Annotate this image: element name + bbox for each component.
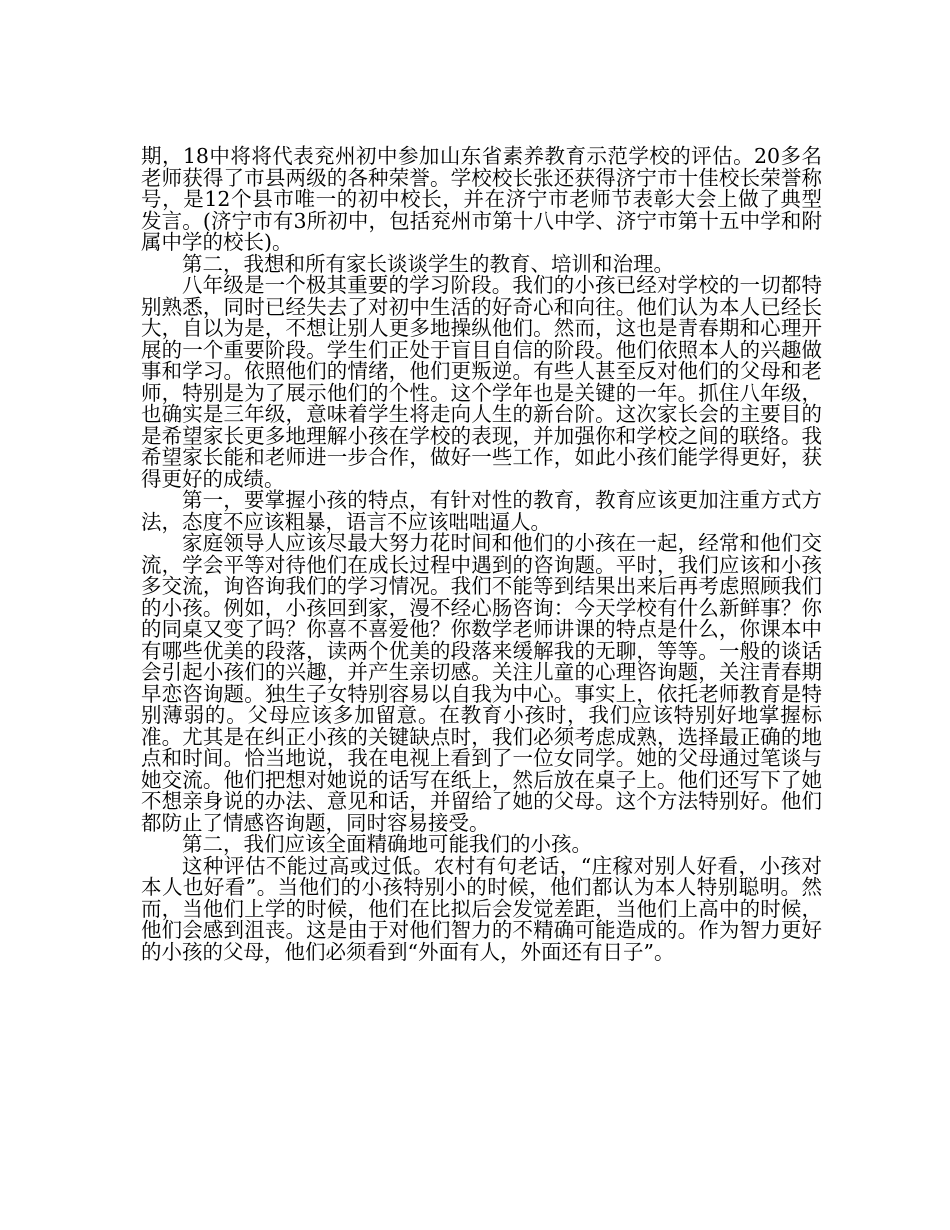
paragraph-2: 第二，我想和所有家长谈谈学生的教育、培训和治理。 [182,251,674,276]
paragraph-4: 第一，要掌握小孩的特点，有针对性的教育，教育应该更加注重方式方法，态度不应该粗暴，语言不应该咄咄逼人。 [141,488,822,534]
paragraph-5: 家庭领导人应该尽最大努力花时间和他们的小孩在一起，经常和他们交流，学会平等对待他们在成长过程中遇到的咨询题。平时，我们应该和小孩多交流，询咨询我们的学习情况。我们不能等到结果出来后再考虑照顾我们的小孩。例如，小孩回到家，漫不经心肠咨询：今天学校有什么新鲜事？你的同桌又变了吗？你喜不喜爱他？你数学老师讲课的特点是什么，你课本中有哪些优美的段落，读两个优美的段落来缓解我的无聊，等等。一般的谈话会引起小孩们的兴趣，并产生亲切感。关注儿童的心理咨询题，关注青春期早恋咨询题。独生子女特别容易以自我为中心。事实上，依托老师教育是特别薄弱的。父母应该多加留意。在教育小孩时，我们应该特别好地掌握标准。尤其是在纠正小孩的关键缺点时，我们必须考虑成熟，选择最正确的地点和时间。恰当地说，我在电视上看到了一位女同学。她的父母通过笔谈与她交流。他们把想对她说的话写在纸上，然后放在桌子上。他们还写下了她不想亲身说的办法、意见和话，并留给了她的父母。这个方法特别好。他们都防止了情感咨询题，同时容易接受。 [141,531,822,835]
document-page [141,146,822,963]
paragraph-3: 八年级是一个极其重要的学习阶段。我们的小孩已经对学校的一切都特别熟悉，同时已经失去了对初中生活的好奇心和向往。他们认为本人已经长大，自以为是，不想让别人更多地操纵他们。然而，这也是青春期和心理开展的一个重要阶段。学生们正处于盲目自信的阶段。他们依照本人的兴趣做事和学习。依照他们的情绪，他们更叛逆。有些人甚至反对他们的父母和老师，特别是为了展示他们的个性。这个学年也是关键的一年。抓住八年级，也确实是三年级，意味着学生将走向人生的新台阶。这次家长会的主要目的是希望家长更多地理解小孩在学校的表现，并加强你和学校之间的联络。我希望家长能和老师进一步合作，做好一些工作，如此小孩们能学得更好，获得更好的成绩。 [141,273,822,491]
paragraph-6: 第二，我们应该全面精确地可能我们的小孩。 [182,832,592,856]
paragraph-7: 这种评估不能过高或过低。农村有句老话，“庄稼对别人好看，小孩对本人也好看”。当他们的小孩特别小的时候，他们都认为本人特别聪明。然而，当他们上学的时候，他们在比拟后会发觉差距，当他们上高中的时候，他们会感到沮丧。这是由于对他们智力的不精确可能造成的。作为智力更好的小孩的父母，他们必须看到“外面有人，外面还有日子”。 [141,853,822,964]
paragraph-1: 期，18中将将代表兖州初中参加山东省素养教育示范学校的评估。20多名老师获得了市县两级的各种荣誉。学校校长张还获得济宁市十佳校长荣誉称号，是12个县市唯一的初中校长，并在济宁市老师节表彰大会上做了典型发言。(济宁市有3所初中，包括兖州市第十八中学、济宁市第十五中学和附属中学的校长)。 [141,144,822,254]
